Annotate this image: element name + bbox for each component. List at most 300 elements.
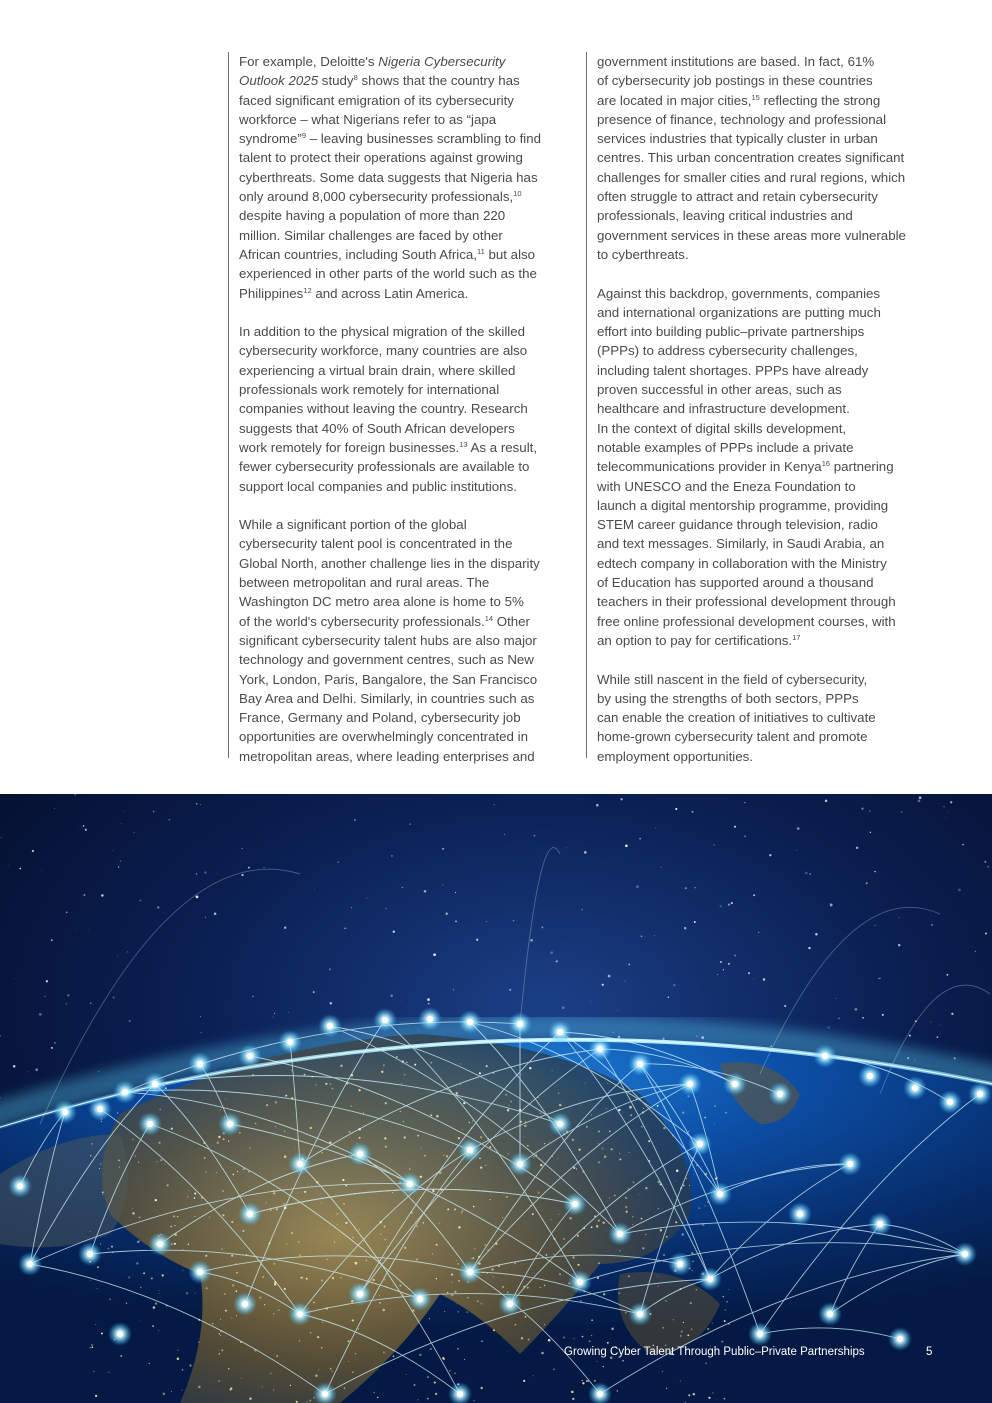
city-light [351,1106,352,1107]
city-light [712,1392,713,1393]
text-line [597,747,946,766]
city-light [591,1335,592,1336]
star [856,847,858,849]
star [241,874,243,876]
city-light [120,1355,122,1357]
city-light [189,1364,191,1366]
network-node [628,1052,652,1076]
text-line [239,52,578,71]
city-light [404,1195,405,1196]
city-light [490,1199,491,1200]
star [455,892,456,893]
text-line [239,341,578,360]
city-light [225,1310,227,1312]
text-run: Philippines [239,285,304,301]
star [796,850,797,851]
city-light [231,1317,232,1318]
network-node [788,1202,812,1226]
text-run: companies without leaving the country. Research [239,401,528,417]
city-light [309,1400,311,1402]
city-light [458,1226,460,1228]
text-run: talent to protect their operations against growing [239,150,523,166]
text-run: In addition to the physical migration of the skilled [239,324,526,340]
city-light [484,1244,486,1246]
globe-network-image [0,794,992,1403]
text-run: While still nascent in the field of cybersecurity, [597,671,868,687]
city-light [416,1258,418,1260]
star [428,1003,430,1005]
star [272,1016,274,1018]
star [654,935,655,936]
text-run: experienced in other parts of the world such as the [239,266,537,282]
city-light [577,1235,579,1237]
city-light [177,1350,178,1351]
network-node [858,1064,882,1088]
star [274,1013,275,1014]
city-light [598,1143,599,1144]
text-run: challenges for smaller cities and rural regions, which [597,169,906,185]
city-light [334,1242,335,1243]
city-light [385,1146,387,1148]
city-light [310,1332,312,1334]
city-light [435,1393,437,1395]
city-light [99,1168,100,1169]
city-light [195,1293,196,1294]
city-light [474,1248,475,1249]
star [936,1036,938,1038]
city-light [580,1105,581,1106]
star [453,989,454,990]
city-light [90,1347,92,1349]
city-light [559,1273,561,1275]
city-light [307,1401,308,1402]
star [901,811,902,812]
city-light [344,1387,345,1388]
star [769,854,771,856]
city-light [406,1062,407,1063]
text-run: In the context of digital skills development, [597,420,847,436]
city-light [617,1390,618,1391]
city-light [676,1170,679,1173]
city-light [414,1064,416,1066]
text-line [597,187,946,206]
city-light [502,1217,503,1218]
city-light [481,1387,483,1389]
text-line [239,534,578,553]
text-run: African countries, including South Africa, [239,246,477,262]
star [509,989,511,991]
city-light [563,1238,565,1240]
city-light [373,1392,375,1394]
city-light [451,1282,452,1283]
text-run: Bay Area and Delhi. Similarly, in countries such as [239,690,535,706]
city-light [632,1216,634,1218]
city-light [383,1064,385,1066]
city-light [158,1290,159,1291]
star [717,974,718,975]
city-light [90,1280,91,1281]
city-light [402,1244,403,1245]
city-light [552,1070,553,1071]
city-light [316,1084,317,1085]
city-light [591,1226,593,1228]
city-light [97,1266,99,1268]
star [313,991,315,993]
paragraph [597,52,946,264]
text-run: launch a digital mentorship programme, providing [597,497,889,513]
city-light [171,1391,172,1392]
star [112,996,114,998]
city-light [352,1319,354,1321]
network-node [113,1080,137,1104]
city-light [417,1135,419,1137]
city-light [657,1276,658,1277]
city-light [262,1386,263,1387]
city-light [540,1113,541,1114]
network-node [318,1014,342,1038]
text-run: work remotely for foreign businesses. [239,439,460,455]
text-run: syndrome” [239,131,302,147]
text-line [239,727,578,746]
footnote-ref: 12 [303,285,312,295]
city-light [101,1332,103,1334]
city-light [424,1155,426,1157]
city-light [432,1253,434,1255]
city-light [467,1297,468,1298]
city-light [153,1306,156,1309]
text-run: metropolitan areas, where leading enterprises and [239,748,535,764]
city-light [232,1174,234,1176]
city-light [224,1293,226,1295]
page-number: 5 [926,1346,933,1358]
city-light [194,1197,196,1199]
city-light [119,1167,120,1168]
star [410,898,411,899]
city-light [322,1322,323,1323]
text-run: faced significant emigration of its cybersecurity [239,92,514,108]
star [582,909,583,910]
star [734,954,736,956]
star [591,1002,592,1003]
star [9,865,10,866]
city-light [336,1213,338,1215]
star [958,889,961,892]
star [427,998,430,1001]
network-node [238,1044,262,1068]
text-run: study [318,73,354,89]
star [754,979,755,980]
network-node [408,1287,432,1311]
city-light [380,1234,381,1235]
city-light [372,1279,374,1281]
text-line [239,129,578,148]
text-line [597,303,946,322]
text-line [239,380,578,399]
text-run: government services in these areas more vulnerable [597,227,906,243]
city-light [712,1323,713,1324]
city-light [359,1229,360,1230]
city-light [462,1129,463,1130]
network-node [108,1322,132,1346]
city-light [451,1274,453,1276]
star [393,931,395,933]
city-light [236,1290,238,1292]
star [898,917,899,918]
star [946,818,947,819]
city-light [387,1246,388,1247]
city-light [696,1289,698,1291]
text-line [239,284,578,303]
city-light [559,1214,560,1215]
city-light [443,1155,444,1156]
city-light [576,1168,577,1169]
city-light [396,1241,397,1242]
network-node [278,1030,302,1054]
city-light [236,1315,237,1316]
city-light [691,1328,693,1330]
city-light [229,1389,231,1391]
city-light [381,1071,383,1073]
city-light [220,1110,221,1111]
city-light [687,1334,689,1336]
city-light [188,1190,189,1191]
city-light [241,1378,242,1379]
star [490,834,491,835]
city-light [358,1089,360,1091]
city-light [598,1220,600,1222]
star [455,921,457,923]
star [28,1071,29,1072]
star [504,834,505,835]
text-line [597,129,946,148]
city-light [109,1298,111,1300]
star [731,902,733,904]
network-node [628,1302,652,1326]
city-light [722,1296,723,1297]
city-light [662,1371,663,1372]
city-light [725,1309,726,1310]
city-light [680,1380,681,1381]
star [79,829,80,830]
text-line [239,264,578,283]
text-line [239,708,578,727]
city-light [330,1083,332,1085]
star [951,1013,953,1015]
city-light [102,1194,103,1195]
text-run: opportunities are overwhelmingly concentrated in [239,729,528,745]
city-light [598,1161,600,1163]
city-light [95,1395,97,1397]
city-light [332,1088,334,1090]
network-node [953,1242,977,1266]
text-run: an option to pay for certifications. [597,632,793,648]
star [98,1071,99,1072]
star [329,968,331,970]
city-light [151,1277,153,1279]
city-light [682,1233,684,1235]
star [805,872,808,875]
text-run: centres. This urban concentration creates significant [597,150,905,166]
city-light [596,1225,598,1227]
city-light [704,1117,706,1119]
city-light [352,1237,353,1238]
text-run: between metropolitan and rural areas. The [239,575,490,591]
star [51,1047,53,1049]
city-light [585,1083,586,1084]
city-light [527,1145,528,1146]
text-run: with UNESCO and the Eneza Foundation to [597,478,856,494]
city-light [304,1074,306,1076]
star [975,951,976,952]
text-run: STEM career guidance through television, radio [597,517,878,533]
city-light [725,1112,727,1114]
city-light [514,1262,516,1264]
star [878,978,879,979]
city-light [611,1328,614,1331]
city-light [666,1388,667,1389]
city-light [661,1089,662,1090]
city-light [708,1397,710,1399]
city-light [449,1370,451,1372]
star [196,803,198,805]
city-light [506,1196,508,1198]
city-light [126,1303,127,1304]
star [950,801,952,803]
city-light [182,1249,183,1250]
text-run: services industries that typically cluster in urban [597,131,878,147]
city-light [439,1223,440,1224]
star [685,887,687,889]
star [205,917,206,918]
city-light [436,1278,437,1279]
text-line [239,689,578,708]
city-light [222,1214,224,1216]
star [962,844,964,846]
text-run: employment opportunities. [597,748,753,764]
text-line [597,322,946,341]
text-run: Other [493,613,530,629]
city-light [591,1114,592,1115]
city-light [300,1277,302,1279]
city-light [385,1102,387,1104]
city-light [419,1354,421,1356]
city-light [666,1236,668,1238]
city-light [342,1179,344,1181]
star [909,1035,911,1037]
network-node [563,1192,587,1216]
city-light [553,1254,554,1255]
star [183,968,184,969]
city-light [265,1202,266,1203]
star [625,844,628,847]
city-light [586,1323,587,1324]
city-light [436,1244,438,1246]
star [83,825,85,827]
network-node [18,1252,42,1276]
text-run: free online professional development courses, with [597,613,896,629]
star [252,996,253,997]
city-light [606,1230,607,1231]
star [196,873,198,875]
city-light [163,1393,166,1396]
city-light [313,1302,314,1303]
city-light [128,1276,130,1278]
paragraph [239,52,578,303]
city-light [582,1336,584,1338]
star [919,796,922,799]
city-light [544,1285,545,1286]
city-light [606,1108,607,1109]
star [870,832,871,833]
city-light [471,1258,472,1259]
city-light [430,1348,432,1350]
network-node [78,1242,102,1266]
city-light [505,1094,507,1096]
text-line [239,438,578,457]
city-light [248,1171,250,1173]
city-light [432,1189,435,1192]
city-light [639,1194,640,1195]
city-light [690,1302,692,1304]
text-line [239,554,578,573]
star [639,838,641,840]
star [54,808,55,809]
city-light [508,1104,509,1105]
city-light [648,1140,650,1142]
star [939,1024,940,1025]
text-line [239,419,578,438]
text-run: and across Latin America. [311,285,469,301]
network-node [508,1012,532,1036]
star [134,832,135,833]
city-light [249,1147,251,1149]
star [442,848,444,850]
city-light [337,1224,338,1225]
star [486,921,487,922]
star [541,926,543,928]
city-light [618,1109,620,1111]
text-line [597,592,946,611]
city-light [473,1206,475,1208]
city-light [714,1105,716,1107]
city-light [446,1155,448,1157]
paragraph [597,419,946,651]
star [836,998,837,999]
city-light [416,1225,418,1227]
city-light [430,1062,432,1064]
city-light [340,1065,342,1067]
city-light [507,1109,510,1112]
city-light [508,1153,509,1154]
text-line [597,689,946,708]
star [830,904,833,907]
star [241,848,242,849]
text-run: workforce – what Nigerians refer to as “japa [239,111,497,127]
text-run: presence of finance, technology and professional [597,111,887,127]
text-line [239,361,578,380]
city-light [480,1136,482,1138]
network-node [548,1020,572,1044]
city-light [237,1171,238,1172]
text-run: and text messages. Similarly, in Saudi Arabia, an [597,536,885,552]
city-light [332,1277,334,1279]
city-light [355,1353,356,1354]
network-node [398,1172,422,1196]
city-light [579,1149,581,1151]
city-light [90,1155,92,1157]
text-line [239,399,578,418]
city-light [162,1274,164,1276]
